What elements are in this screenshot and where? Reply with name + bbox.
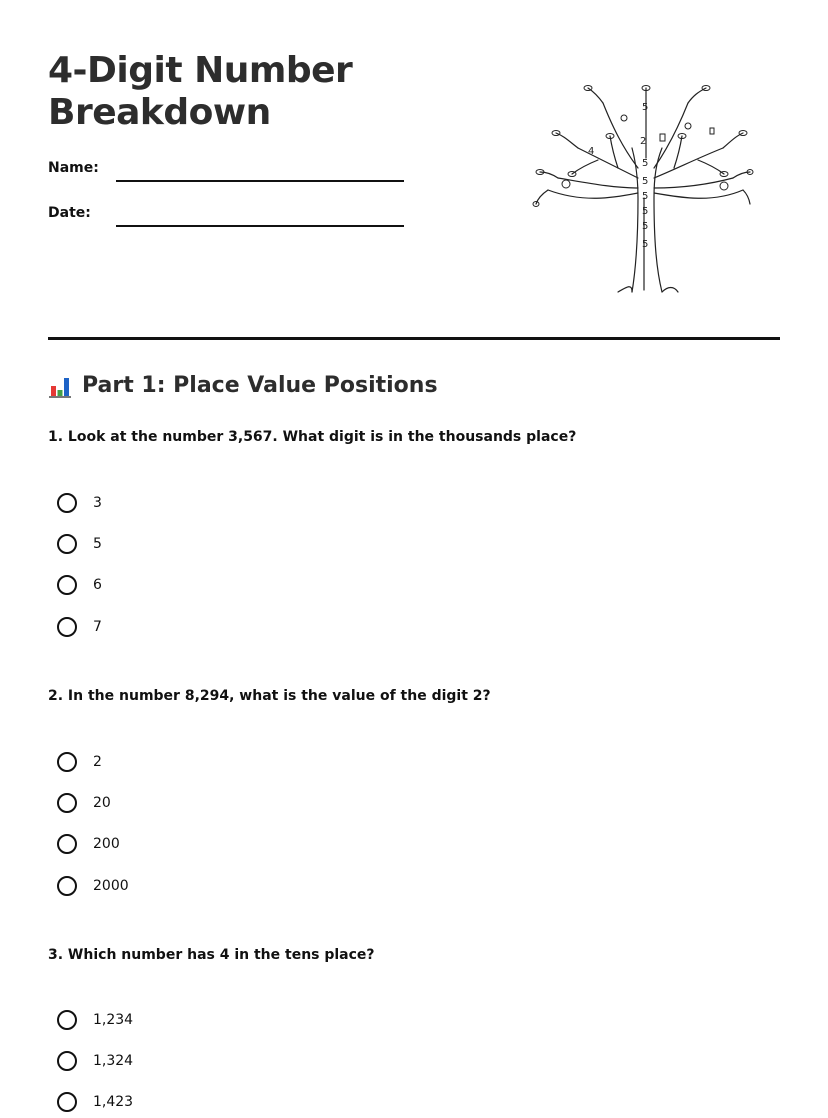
option-label: 7 <box>93 618 102 635</box>
question-2: 2. In the number 8,294, what is the value of the digit 2? <box>48 688 491 704</box>
radio-button[interactable] <box>57 493 77 513</box>
option-label: 1,423 <box>93 1094 134 1111</box>
svg-text:4: 4 <box>588 146 595 157</box>
svg-text:5: 5 <box>642 206 649 217</box>
name-field[interactable] <box>116 180 404 182</box>
answer-option[interactable] <box>57 482 102 523</box>
question-3-options <box>57 999 133 1118</box>
date-field[interactable] <box>116 225 404 227</box>
answer-option[interactable] <box>57 999 133 1040</box>
section-heading <box>48 373 438 398</box>
svg-text:5: 5 <box>642 239 649 250</box>
option-label: 3 <box>93 494 102 511</box>
option-label: 5 <box>93 535 102 552</box>
answer-option[interactable] <box>57 1040 133 1081</box>
svg-text:5: 5 <box>642 221 649 232</box>
radio-button[interactable] <box>57 834 77 854</box>
svg-text:5: 5 <box>642 158 649 169</box>
radio-button[interactable] <box>57 1051 77 1071</box>
svg-text:5: 5 <box>642 176 649 187</box>
answer-option[interactable] <box>57 565 102 606</box>
radio-button[interactable] <box>57 1092 77 1112</box>
svg-text:2: 2 <box>640 136 647 147</box>
section-divider <box>48 337 780 340</box>
radio-button[interactable] <box>57 793 77 813</box>
radio-button[interactable] <box>57 1010 77 1030</box>
question-1-options <box>57 482 102 647</box>
radio-button[interactable] <box>57 617 77 637</box>
place-value-tree-icon <box>528 78 754 296</box>
option-label: 2 <box>93 753 102 770</box>
answer-option[interactable] <box>57 865 129 906</box>
radio-button[interactable] <box>57 876 77 896</box>
answer-option[interactable] <box>57 606 102 647</box>
answer-option[interactable] <box>57 824 129 865</box>
question-3: 3. Which number has 4 in the tens place? <box>48 947 375 963</box>
bar-chart-icon <box>48 374 72 398</box>
name-label: Name: <box>48 160 99 176</box>
answer-option[interactable] <box>57 1082 133 1118</box>
option-label: 1,234 <box>93 1011 134 1028</box>
svg-text:5: 5 <box>642 191 649 202</box>
question-1: 1. Look at the number 3,567. What digit is in the thousands place? <box>48 429 577 445</box>
page-title: 4-Digit Number Breakdown <box>48 50 353 133</box>
radio-button[interactable] <box>57 752 77 772</box>
option-label: 6 <box>93 577 102 594</box>
option-label: 20 <box>93 794 111 811</box>
option-label: 2000 <box>93 877 129 894</box>
answer-option[interactable] <box>57 741 129 782</box>
date-label: Date: <box>48 205 91 221</box>
answer-option[interactable] <box>57 782 129 823</box>
svg-text:5: 5 <box>642 102 649 113</box>
radio-button[interactable] <box>57 534 77 554</box>
answer-option[interactable] <box>57 523 102 564</box>
option-label: 1,324 <box>93 1052 134 1069</box>
section-heading-text: Part 1: Place Value Positions <box>82 373 438 398</box>
option-label: 200 <box>93 836 120 853</box>
radio-button[interactable] <box>57 575 77 595</box>
question-2-options <box>57 741 129 906</box>
